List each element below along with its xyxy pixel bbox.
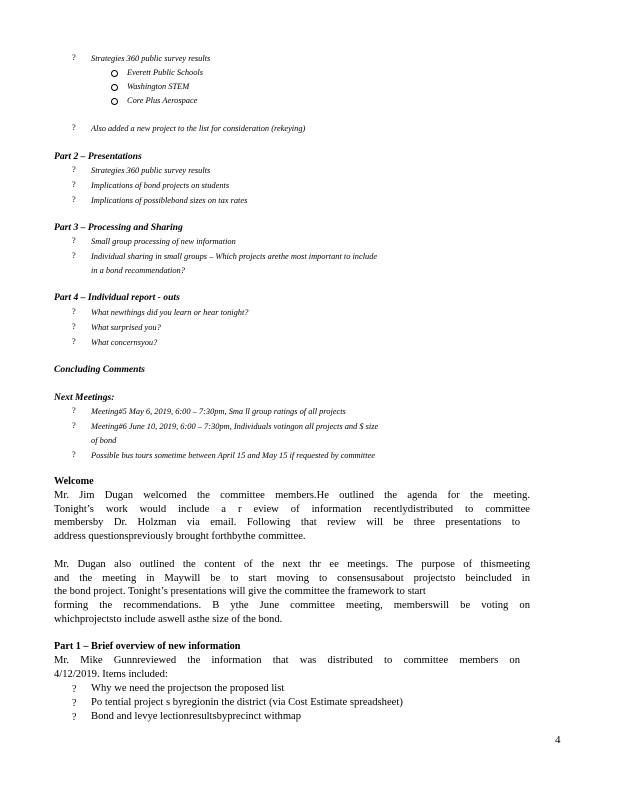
section-heading: Concluding Comments	[54, 364, 145, 375]
welcome-heading: Welcome	[54, 476, 94, 487]
paragraph-line: Mr. Jim Dugan welcomed the committee members.He outlined the agenda for the meeting.	[54, 490, 530, 501]
bullet-marker: ?	[72, 712, 77, 723]
bullet-marker: ?	[72, 165, 76, 174]
paragraph-line: membersby Dr. Holzman via email. Following that review will be three presentations to	[54, 517, 520, 528]
paragraph-line: Mr. Mike Gunnreviewed the information that was distributed to committee members on	[54, 655, 520, 666]
paragraph-line: the bond project. Tonight’s presentations will give the committee the framework to start	[54, 586, 426, 597]
paragraph-line: whichprojectsto include aswell asthe size of the bond.	[54, 614, 283, 625]
agenda-subitem: Everett Public Schools	[127, 68, 203, 77]
agenda-item: Small group processing of new information	[91, 237, 236, 246]
paragraph-line: 4/12/2019. Items included:	[54, 669, 168, 680]
agenda-item: Also added a new project to the list for consideration (rekeying)	[91, 124, 306, 133]
bullet-marker: ?	[72, 123, 76, 132]
bullet-marker: ?	[72, 698, 77, 709]
paragraph-line: address questionspreviously brought forthbythe committee.	[54, 531, 306, 542]
agenda-item: Strategies 360 public survey results	[91, 166, 211, 175]
bullet-marker: ?	[72, 684, 77, 695]
circle-bullet-icon	[111, 98, 118, 105]
circle-bullet-icon	[111, 70, 118, 77]
agenda-item: Individual sharing in small groups – Which projects arethe most important to include	[91, 252, 378, 261]
circle-bullet-icon	[111, 84, 118, 91]
agenda-subitem: Washington STEM	[127, 82, 190, 91]
bullet-marker: ?	[72, 195, 76, 204]
section-heading: Part 1 – Brief overview of new information	[54, 641, 241, 652]
bullet-marker: ?	[72, 322, 76, 331]
agenda-item-continuation: in a bond recommendation?	[91, 266, 185, 275]
agenda-item: Implications of bond projects on students	[91, 181, 230, 190]
agenda-item: What surprised you?	[91, 323, 161, 332]
paragraph-line: Mr. Dugan also outlined the content of the next thr ee meetings. The purpose of thismeeting	[54, 559, 530, 570]
agenda-item: Implications of possiblebond sizes on tax rates	[91, 196, 248, 205]
bullet-marker: ?	[72, 307, 76, 316]
agenda-item: What concernsyou?	[91, 338, 158, 347]
bullet-marker: ?	[72, 53, 76, 62]
page-number: 4	[555, 734, 561, 746]
meeting-item-continuation: of bond	[91, 436, 117, 445]
list-item: Why we need the projectson the proposed list	[91, 683, 285, 694]
meeting-item: Meeting#6 June 10, 2019, 6:00 – 7:30pm, Individuals votingon all projects and $ size	[91, 422, 379, 431]
bullet-marker: ?	[72, 337, 76, 346]
list-item: Bond and levye lectionresultsbyprecinct withmap	[91, 711, 302, 722]
section-heading: Part 3 – Processing and Sharing	[54, 222, 183, 233]
agenda-subitem: Core Plus Aerospace	[127, 96, 198, 105]
paragraph-line: and the meeting in Maywill be to start moving to consensusabout projectsto beincluded in	[54, 573, 530, 584]
agenda-item: Strategies 360 public survey results	[91, 54, 211, 63]
bullet-marker: ?	[72, 180, 76, 189]
bullet-marker: ?	[72, 421, 76, 430]
bullet-marker: ?	[72, 251, 76, 260]
section-heading: Part 2 – Presentations	[54, 151, 142, 162]
list-item: Po tential project s byregionin the district (via Cost Estimate spreadsheet)	[91, 697, 403, 708]
agenda-item: What newthings did you learn or hear tonight?	[91, 308, 249, 317]
paragraph-line: forming the recommendations. B ythe June committee meeting, memberswill be voting on	[54, 600, 530, 611]
bullet-marker: ?	[72, 450, 76, 459]
section-heading: Part 4 – Individual report - outs	[54, 292, 180, 303]
section-heading: Next Meetings:	[54, 392, 115, 403]
bullet-marker: ?	[72, 406, 76, 415]
paragraph-line: Tonight’s work would include a r eview of information recentlydistributed to committee	[54, 504, 530, 515]
bullet-marker: ?	[72, 236, 76, 245]
meeting-item: Meeting#5 May 6, 2019, 6:00 – 7:30pm, Sma ll group ratings of all projects	[91, 407, 346, 416]
meeting-item: Possible bus tours sometime between April 15 and May 15 if requested by committee	[91, 451, 376, 460]
